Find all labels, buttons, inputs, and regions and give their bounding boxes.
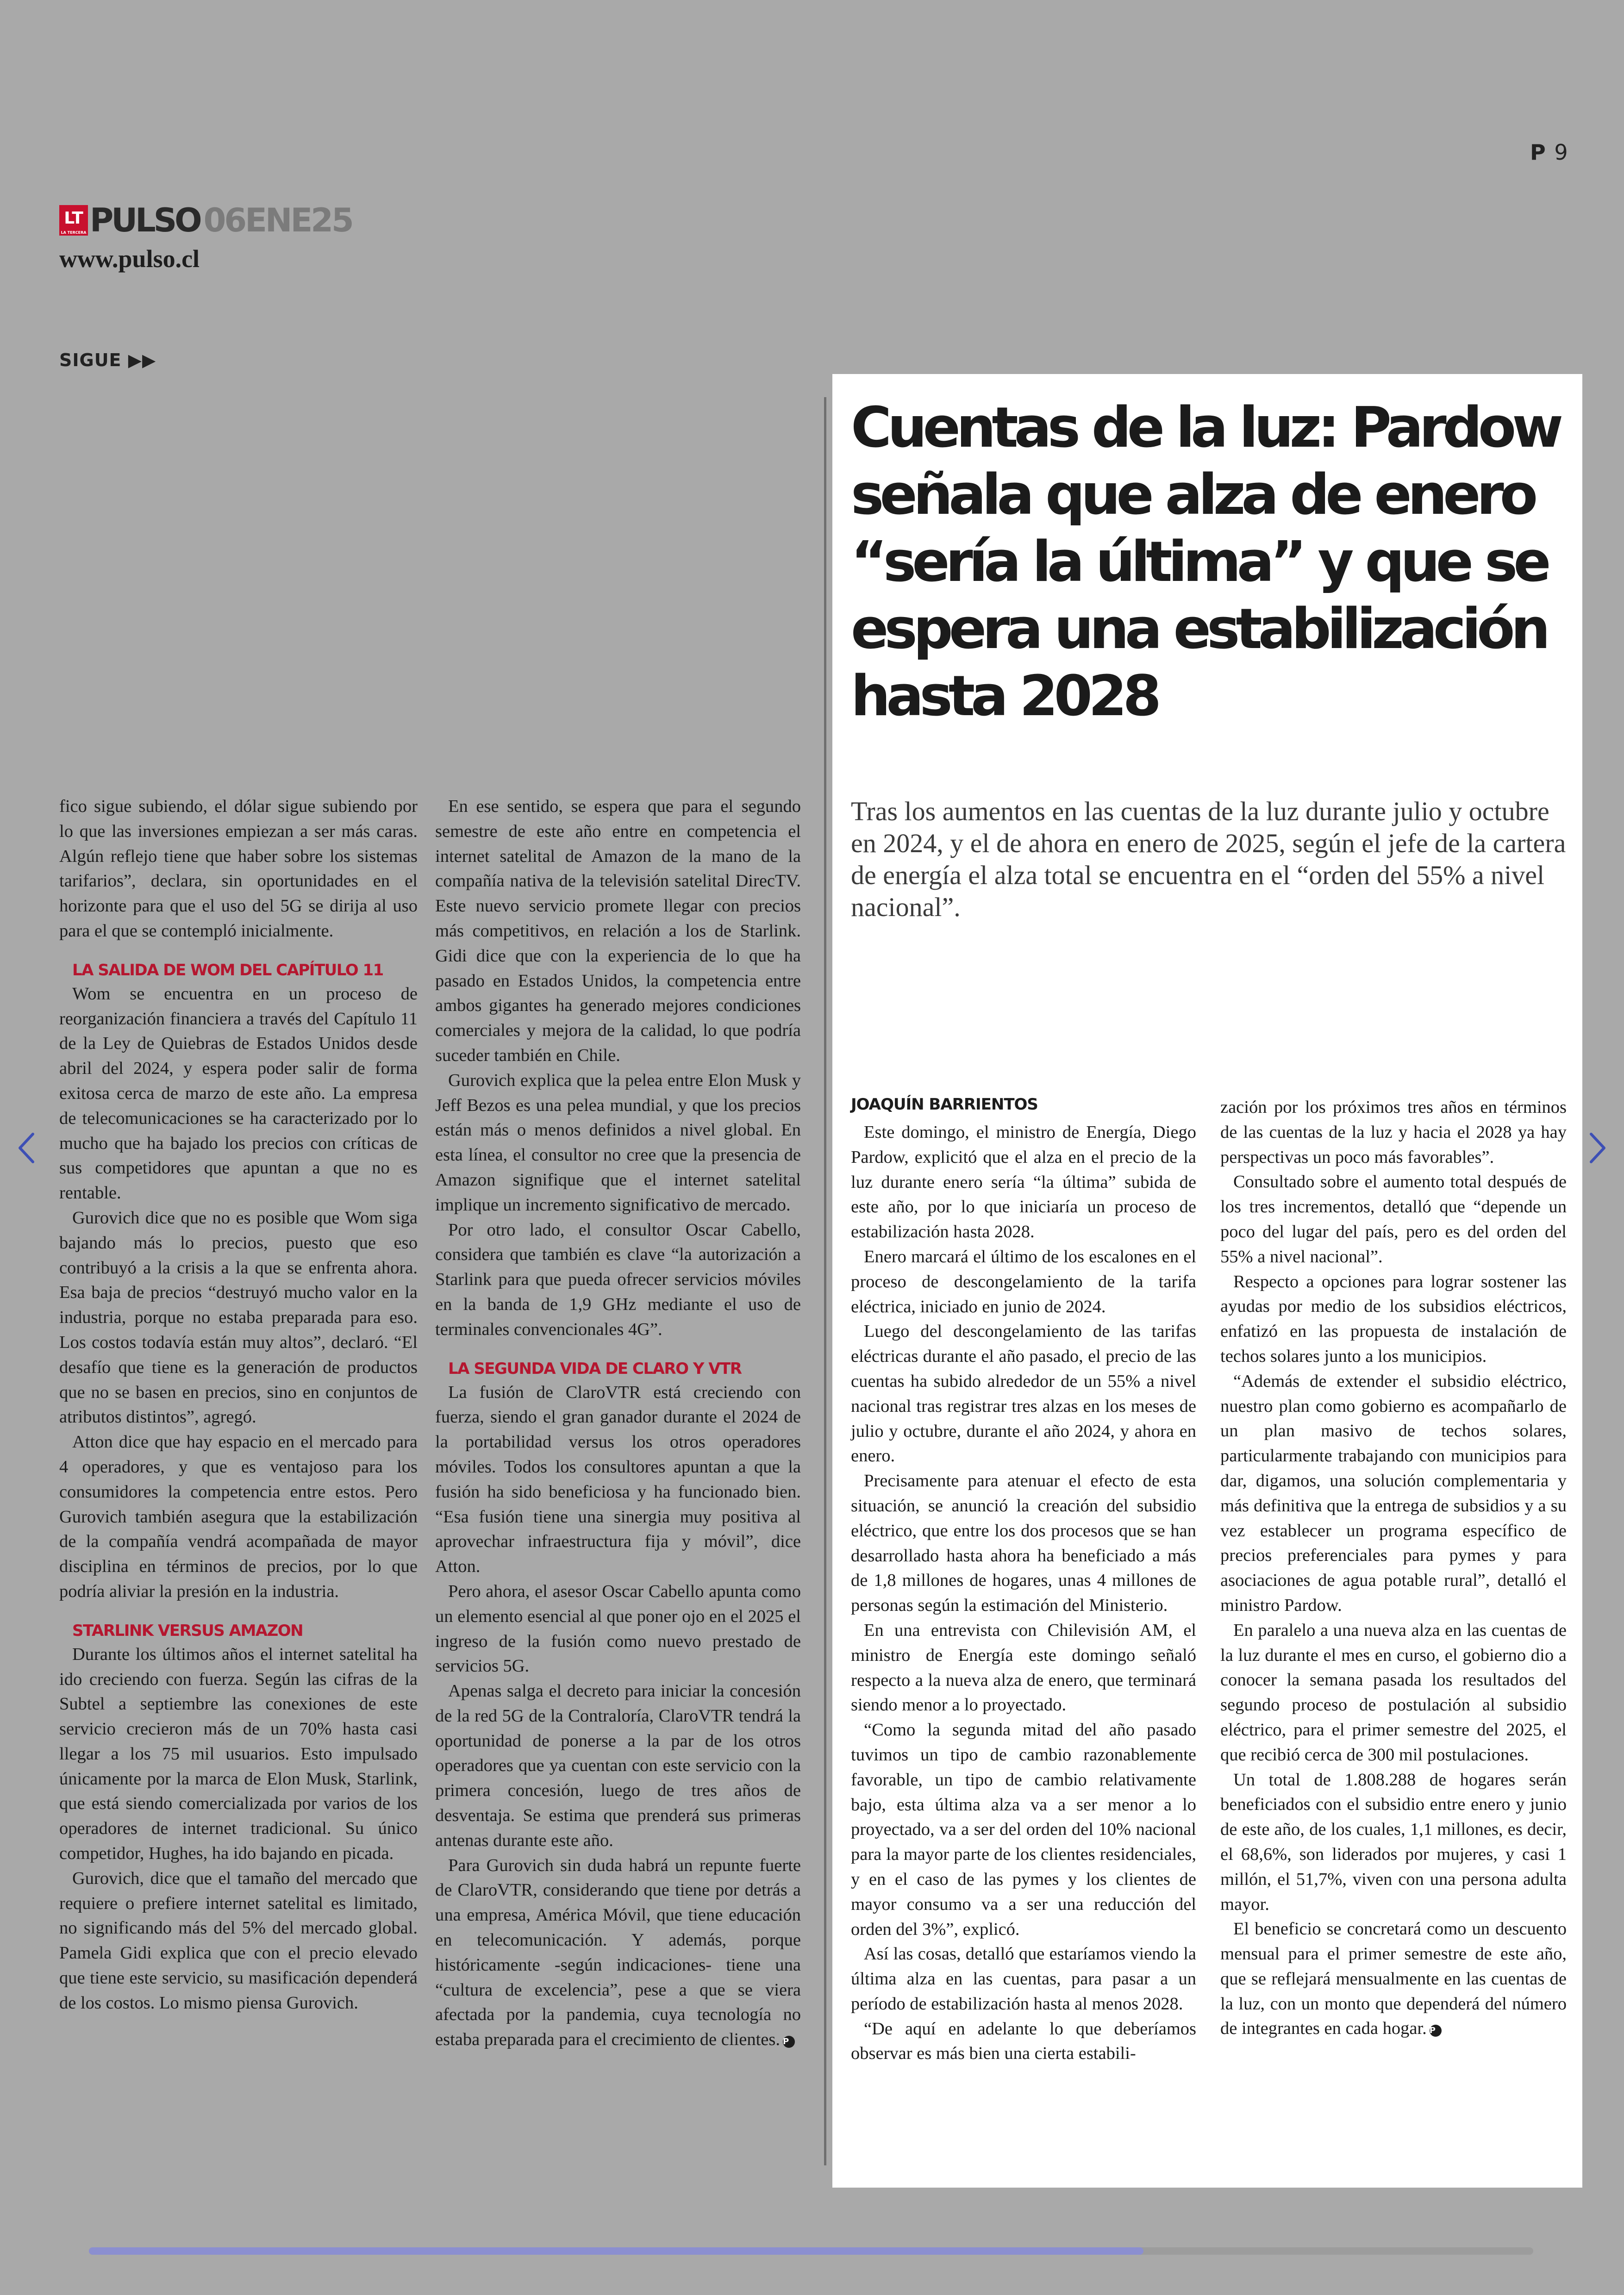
paragraph: fico sigue subiendo, el dólar sigue subiendo por lo que las inversiones empiezan a ser más caras. Algún reflejo tiene que haber sobre los sistemas tarifarios”, declara, sin oportunidades en el horizonte para que el uso del 5G se dirija al uso para el que se contempló inicialmente.	[59, 797, 418, 941]
publication-name: PULSO	[90, 201, 200, 239]
article-byline: JOAQUÍN BARRIENTOS	[851, 1095, 1038, 1114]
paragraph: El beneficio se concretará como un descuento mensual para el primer semestre de este año, que se reflejará mensualmente en las cuentas de la luz, con un monto que dependerá del número de integrantes en cada hogar. P	[1220, 1919, 1567, 2039]
chevron-left-icon	[14, 1129, 39, 1166]
paragraph: Wom se encuentra en un proceso de reorganización financiera a través del Capítulo 11 de la Ley de Quiebras de Estados Unidos desde abril del 2024, y espera poder salir de forma exitosa cerca de marzo de este año. La empresa de telecomunicaciones se ha caracterizado por lo mucho que ha bajado los precios con críticas de sus competidores que apuntan a que no es rentable.	[59, 984, 418, 1203]
article-headline: Cuentas de la luz: Pardow señala que alza de enero “sería la última” y que se espera una estabilización hasta 2028	[851, 396, 1560, 729]
continued-column-2	[435, 794, 801, 2052]
paragraph: Atton dice que hay espacio en el mercado para 4 operadores, y que es ventajoso para los consumidores la competencia entre estos. Pero Gurovich también asegura que la estabilización de la compañía vendrá acompañada de mayor disciplina en términos de precios, por lo que podría aliviar la presión en la industria.	[59, 1432, 418, 1601]
continuation-label: SIGUE ▶▶	[59, 350, 156, 370]
section-heading: LA SALIDA DE WOM DEL CAPÍTULO 11	[72, 960, 383, 979]
paragraph: “Además de extender el subsidio eléctrico, nuestro plan como gobierno es acompañarlo de un plan masivo de techos solares, particularmente trabajando con municipios para dar, digamos, una solución complementaria y más definitiva que la entrega de subsidios y a su vez establecer un programa específico de precios preferenciales para pymes y para asociaciones de agua potable rural”, detalló el ministro Pardow.	[1220, 1371, 1567, 1615]
paragraph: Pero ahora, el asesor Oscar Cabello apunta como un elemento esencial al que poner ojo en el 2025 el ingreso de la fusión como nuevo prestado de servicios 5G.	[435, 1581, 801, 1676]
next-page-button[interactable]	[1579, 1125, 1616, 1171]
masthead	[59, 201, 352, 239]
paragraph: Apenas salga el decreto para iniciar la concesión de la red 5G de la Contraloría, ClaroVTR tendrá la oportunidad de ponerse a la par de los otros operadores que ya cuentan con este servicio con la primera concesión, luego de tres años de desventaja. Se estima que prenderá sus primeras antenas durante este año.	[435, 1681, 801, 1850]
paragraph: zación por los próximos tres años en términos de las cuentas de la luz y hacia el 2028 ya hay perspectivas un poco más favorables”.	[1220, 1098, 1567, 1167]
end-of-article-icon: P	[1430, 2025, 1442, 2037]
paragraph: Un total de 1.808.288 de hogares serán beneficiados con el subsidio entre enero y junio de este año, de los cuales, 1,1 millones, es decir, el 68,6%, son liderados por mujeres, y casi 1 millón, el 51,7%, viven con una persona adulta mayor.	[1220, 1770, 1567, 1914]
paragraph: Consultado sobre el aumento total después de los tres incrementos, detalló que “depende un poco del lugar del país, pero es del orden del 55% a nivel nacional”.	[1220, 1172, 1567, 1266]
column-divider	[824, 397, 826, 2165]
paragraph: Para Gurovich sin duda habrá un repunte fuerte de ClaroVTR, considerando que tiene por detrás a una empresa, América Móvil, que tiene educación en telecomunicación. Y además, porque históricamente -según indicaciones- tiene una “cultura de excelencia”, pese a que se viera afectada por la pandemia, cuya tecnología no estaba preparada para el crecimiento de clientes. P	[435, 1855, 801, 2050]
paragraph: Este domingo, el ministro de Energía, Diego Pardow, explicitó que el alza en el precio de la luz durante enero sería “la última” subida de este año, por lo que iniciaría un proceso de estabilización hasta 2028.	[851, 1123, 1196, 1242]
end-of-article-icon: P	[783, 2036, 795, 2048]
article-column-2	[1220, 1095, 1567, 2041]
la-tercera-logo: LT LA TERCERA	[59, 205, 88, 236]
chevron-right-icon	[1585, 1129, 1610, 1166]
paragraph: En ese sentido, se espera que para el segundo semestre de este año entre en competencia el internet satelital de Amazon de la mano de la compañía nativa de la televisión satelital DirecTV. Este nuevo servicio promete llegar con precios más competitivos, en relación a los de Starlink. Gidi dice que con la experiencia de lo que ha pasado en Estados Unidos, la competencia entre ambos gigantes ha generado mejores condiciones comerciales y mejora de la calidad, lo que podría suceder también en Chile.	[435, 797, 801, 1065]
page-progress-bar[interactable]	[89, 2247, 1533, 2255]
paragraph: Así las cosas, detalló que estaríamos viendo la última alza en las cuentas, para pasar a un período de estabilización hasta al menos 2028.	[851, 1944, 1196, 2014]
paragraph: Enero marcará el último de los escalones en el proceso de descongelamiento de la tarifa eléctrica, iniciado en junio de 2024.	[851, 1247, 1196, 1316]
website-url: www.pulso.cl	[59, 245, 200, 273]
publication-date: 06ENE25	[203, 201, 352, 239]
paragraph: Luego del descongelamiento de las tarifas eléctricas durante el año pasado, el precio de las cuentas ha subido alrededor de un 55% a nivel nacional tras registrar tres alzas en los meses de julio y octubre, durante el año 2024, y ahora en enero.	[851, 1322, 1196, 1466]
paragraph: Gurovich dice que no es posible que Wom siga bajando más lo precios, puesto que eso contribuyó a la crisis a la que se enfrenta ahora. Esa baja de precios “destruyó mucho valor en la industria, porque no estaba preparada para eso. Los costos todavía están muy altos”, declaró. “El desafío que tiene es la generación de productos que no se basen en precios, sino en conjuntos de atributos distintos”, agregó.	[59, 1208, 418, 1427]
paragraph: “Como la segunda mitad del año pasado tuvimos un tipo de cambio razonablemente favorable, un tipo de cambio relativamente bajo, esta última alza va a ser menor a lo proyectado, va a ser del orden del 10% nacional para la mayor parte de los clientes residenciales, y en el caso de las pymes y los clientes de mayor consumo va a ser una reducción del orden del 3%”, explicó.	[851, 1720, 1196, 1939]
paragraph: “De aquí en adelante lo que deberíamos observar es más bien una cierta estabili-	[851, 2019, 1196, 2064]
paragraph: La fusión de ClaroVTR está creciendo con fuerza, siendo el gran ganador durante el 2024 de la portabilidad versus los otros operadores móviles. Todos los consultores apuntan a que la fusión ha sido beneficiosa y ha funcionado bien. “Esa fusión tiene una sinergia muy positiva al aprovechar infraestructura fija y móvil”, dice Atton.	[435, 1382, 801, 1577]
article-column-1	[851, 1120, 1196, 2066]
section-heading: LA SEGUNDA VIDA DE CLARO Y VTR	[448, 1359, 742, 1378]
paragraph: Gurovich, dice que el tamaño del mercado que requiere o prefiere internet satelital es limitado, no significando más del 5% del mercado global. Pamela Gidi explica que con el precio elevado que tiene este servicio, su masificación dependerá de los costos. Lo mismo piensa Gurovich.	[59, 1868, 418, 2013]
paragraph: En una entrevista con Chilevisión AM, el ministro de Energía este domingo señaló respecto a la nueva alza de enero, que terminará siendo menor a lo proyectado.	[851, 1620, 1196, 1715]
page-progress-fill	[89, 2247, 1143, 2255]
section-heading: STARLINK VERSUS AMAZON	[72, 1621, 303, 1640]
paragraph: Gurovich explica que la pelea entre Elon Musk y Jeff Bezos es una pelea mundial, y que los precios están más o menos definidos a nivel global. En esta línea, el consultor no cree que la presencia de Amazon signifique que el internet satelital implique un incremento significativo de mercado.	[435, 1070, 801, 1215]
page-number: P 9	[1530, 140, 1569, 165]
paragraph: En paralelo a una nueva alza en las cuentas de la luz durante el mes en curso, el gobierno dio a conocer la semana pasada los resultados del segundo proceso de postulación al subsidio eléctrico, para el primer semestre del 2025, el que recibió cerca de 300 mil postulaciones.	[1220, 1620, 1567, 1765]
paragraph: Por otro lado, el consultor Oscar Cabello, considera que también es clave “la autorización a Starlink para que pueda ofrecer servicios móviles en la banda de 1,9 GHz mediante el uso de terminales convencionales 4G”.	[435, 1220, 801, 1339]
paragraph: Durante los últimos años el internet satelital ha ido creciendo con fuerza. Según las cifras de la Subtel a septiembre las conexiones de este servicio crecieron más de un 70% hasta casi llegar a los 75 mil usuarios. Esto impulsado únicamente por la marca de Elon Musk, Starlink, que está siendo comercializada por varios de los operadores de internet tradicional. Su único competidor, Hughes, ha ido bajando en picada.	[59, 1644, 418, 1864]
article-lead: Tras los aumentos en las cuentas de la luz durante julio y octubre en 2024, y el de ahora en enero de 2025, según el jefe de la cartera de energía el alza total se encuentra en el “orden del 55% a nivel nacional”.	[851, 796, 1566, 922]
continued-column-1	[59, 794, 418, 2016]
previous-page-button[interactable]	[8, 1125, 45, 1171]
paragraph: Respecto a opciones para lograr sostener las ayudas por medio de los subsidios eléctricos, enfatizó en las propuesta de instalación de techos solares junto a los municipios.	[1220, 1272, 1567, 1366]
paragraph: Precisamente para atenuar el efecto de esta situación, se anunció la creación del subsidio eléctrico, que entre los dos procesos que se han desarrollado hasta ahora ha beneficiado a más de 1,8 millones de hogares, unas 4 millones de personas según la estimación del Ministerio.	[851, 1471, 1196, 1615]
